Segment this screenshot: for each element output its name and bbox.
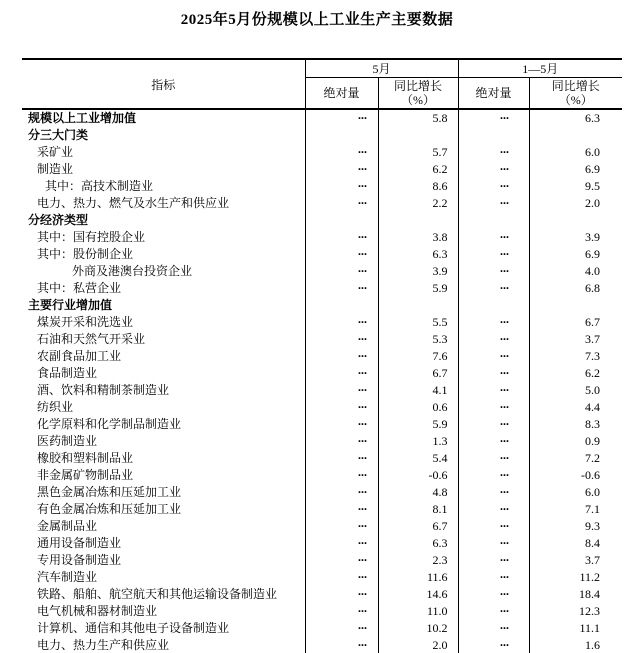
indicator-label: 纺织业 xyxy=(22,399,305,416)
header-yoy-may xyxy=(378,78,458,110)
indicator-label: 计算机、通信和其他电子设备制造业 xyxy=(22,620,305,637)
absolute-value-may-cell: ··· xyxy=(305,450,378,467)
table-body xyxy=(22,109,622,653)
table-row xyxy=(22,586,622,603)
yoy-growth-cum-cell: 9.3 xyxy=(585,519,601,533)
yoy-growth-may-cell: 11.6 xyxy=(378,569,458,586)
yoy-growth-cum-cell xyxy=(529,127,622,144)
indicator-label: 非金属矿物制品业 xyxy=(22,467,305,484)
absolute-value-may-cell: ··· xyxy=(305,620,378,637)
table-row xyxy=(22,535,622,552)
absolute-value-cum-cell xyxy=(458,127,529,144)
yoy-growth-may-cell: 2.2 xyxy=(378,195,458,212)
yoy-growth-may-cell xyxy=(378,297,458,314)
absolute-value-cum-cell: ··· xyxy=(458,518,529,535)
yoy-growth-may-cell: 6.2 xyxy=(378,161,458,178)
table-row xyxy=(22,348,622,365)
header-yoy-cum-line1: 同比增长 xyxy=(551,79,600,93)
table-row xyxy=(22,433,622,450)
table-row xyxy=(22,109,622,127)
header-group-jan-may: 1—5月 xyxy=(458,59,622,78)
absolute-value-cum-cell: ··· xyxy=(458,416,529,433)
yoy-growth-cum-cell: 3.7 xyxy=(585,553,601,567)
header-absolute-cum-label: 绝对量 xyxy=(475,86,512,100)
indicator-label: 其中：私营企业 xyxy=(22,280,305,297)
industrial-production-table xyxy=(22,58,622,653)
table-row xyxy=(22,161,622,178)
yoy-growth-may-cell: 1.3 xyxy=(378,433,458,450)
absolute-value-may-cell: ··· xyxy=(305,501,378,518)
yoy-growth-may-cell: 6.7 xyxy=(378,518,458,535)
indicator-label: 规模以上工业增加值 xyxy=(22,109,305,127)
absolute-value-cum-cell: ··· xyxy=(458,314,529,331)
absolute-value-may-cell: ··· xyxy=(305,144,378,161)
yoy-growth-may-cell xyxy=(378,127,458,144)
header-absolute-may xyxy=(305,78,378,110)
table-row xyxy=(22,195,622,212)
table-row xyxy=(22,484,622,501)
yoy-growth-may-cell: 10.2 xyxy=(378,620,458,637)
yoy-growth-cum-cell: 5.0 xyxy=(585,383,601,397)
indicator-label: 农副食品加工业 xyxy=(22,348,305,365)
absolute-value-cum-cell: ··· xyxy=(458,399,529,416)
absolute-value-may-cell xyxy=(305,297,378,314)
yoy-growth-may-cell: 6.3 xyxy=(378,535,458,552)
absolute-value-may-cell: ··· xyxy=(305,399,378,416)
yoy-growth-cum-cell: 11.1 xyxy=(579,621,601,635)
indicator-label: 采矿业 xyxy=(22,144,305,161)
yoy-growth-may-cell: 4.1 xyxy=(378,382,458,399)
absolute-value-cum-cell: ··· xyxy=(458,382,529,399)
table-row xyxy=(22,518,622,535)
indicator-label: 分三大门类 xyxy=(22,127,305,144)
header-yoy-may-line1: 同比增长 xyxy=(394,79,443,93)
yoy-growth-cum-cell: -0.6 xyxy=(581,468,601,482)
yoy-growth-may-cell: 8.6 xyxy=(378,178,458,195)
indicator-label: 电力、热力生产和供应业 xyxy=(22,637,305,653)
indicator-label: 分经济类型 xyxy=(22,212,305,229)
table-row xyxy=(22,450,622,467)
indicator-label: 酒、饮料和精制茶制造业 xyxy=(22,382,305,399)
indicator-label: 金属制品业 xyxy=(22,518,305,535)
absolute-value-cum-cell xyxy=(458,212,529,229)
absolute-value-may-cell: ··· xyxy=(305,518,378,535)
absolute-value-may-cell: ··· xyxy=(305,552,378,569)
absolute-value-may-cell: ··· xyxy=(305,161,378,178)
absolute-value-cum-cell: ··· xyxy=(458,365,529,382)
yoy-growth-cum-cell: 3.9 xyxy=(585,230,601,244)
yoy-growth-cum-cell: 6.7 xyxy=(585,315,601,329)
yoy-growth-may-cell: -0.6 xyxy=(378,467,458,484)
yoy-growth-may-cell: 2.3 xyxy=(378,552,458,569)
absolute-value-cum-cell: ··· xyxy=(458,535,529,552)
yoy-growth-may-cell xyxy=(378,212,458,229)
yoy-growth-cum-cell: 6.3 xyxy=(585,111,601,125)
absolute-value-cum-cell: ··· xyxy=(458,348,529,365)
table-row xyxy=(22,212,622,229)
header-indicator: 指标 xyxy=(22,59,305,109)
page-title: 2025年5月份规模以上工业生产主要数据 xyxy=(180,12,454,28)
absolute-value-may-cell: ··· xyxy=(305,109,378,127)
table-row xyxy=(22,382,622,399)
yoy-growth-may-cell: 3.9 xyxy=(378,263,458,280)
absolute-value-may-cell: ··· xyxy=(305,246,378,263)
absolute-value-cum-cell: ··· xyxy=(458,501,529,518)
absolute-value-may-cell: ··· xyxy=(305,365,378,382)
absolute-value-cum-cell: ··· xyxy=(458,195,529,212)
yoy-growth-cum-cell: 9.5 xyxy=(585,179,601,193)
yoy-growth-may-cell: 5.8 xyxy=(378,109,458,127)
yoy-growth-may-cell: 7.6 xyxy=(378,348,458,365)
table-row xyxy=(22,467,622,484)
absolute-value-cum-cell: ··· xyxy=(458,467,529,484)
header-absolute-cum xyxy=(458,78,529,110)
absolute-value-cum-cell: ··· xyxy=(458,620,529,637)
table-row xyxy=(22,280,622,297)
absolute-value-cum-cell: ··· xyxy=(458,603,529,620)
yoy-growth-may-cell: 14.6 xyxy=(378,586,458,603)
yoy-growth-cum-cell: 4.0 xyxy=(585,264,601,278)
yoy-growth-may-cell: 11.0 xyxy=(378,603,458,620)
indicator-label: 汽车制造业 xyxy=(22,569,305,586)
absolute-value-may-cell: ··· xyxy=(305,467,378,484)
yoy-growth-may-cell: 5.5 xyxy=(378,314,458,331)
absolute-value-may-cell: ··· xyxy=(305,280,378,297)
indicator-label: 有色金属冶炼和压延加工业 xyxy=(22,501,305,518)
indicator-label: 食品制造业 xyxy=(22,365,305,382)
indicator-label: 外商及港澳台投资企业 xyxy=(22,263,305,280)
indicator-label: 其中：国有控股企业 xyxy=(22,229,305,246)
yoy-growth-cum-cell: 8.3 xyxy=(585,417,601,431)
absolute-value-cum-cell: ··· xyxy=(458,280,529,297)
absolute-value-cum-cell: ··· xyxy=(458,450,529,467)
absolute-value-may-cell: ··· xyxy=(305,603,378,620)
table-header xyxy=(22,59,622,109)
table-row xyxy=(22,314,622,331)
absolute-value-may-cell: ··· xyxy=(305,331,378,348)
table-row xyxy=(22,416,622,433)
absolute-value-may-cell: ··· xyxy=(305,229,378,246)
absolute-value-may-cell: ··· xyxy=(305,535,378,552)
table-row xyxy=(22,365,622,382)
absolute-value-may-cell: ··· xyxy=(305,586,378,603)
yoy-growth-may-cell: 8.1 xyxy=(378,501,458,518)
yoy-growth-may-cell: 5.7 xyxy=(378,144,458,161)
yoy-growth-cum-cell: 7.3 xyxy=(585,349,601,363)
absolute-value-cum-cell: ··· xyxy=(458,109,529,127)
indicator-label: 制造业 xyxy=(22,161,305,178)
yoy-growth-may-cell: 6.3 xyxy=(378,246,458,263)
absolute-value-cum-cell: ··· xyxy=(458,144,529,161)
yoy-growth-may-cell: 5.9 xyxy=(378,416,458,433)
table-row xyxy=(22,246,622,263)
yoy-growth-cum-cell: 18.4 xyxy=(579,587,601,601)
table-row xyxy=(22,178,622,195)
indicator-label: 石油和天然气开采业 xyxy=(22,331,305,348)
yoy-growth-cum-cell xyxy=(529,297,622,314)
yoy-growth-may-cell: 3.8 xyxy=(378,229,458,246)
indicator-label: 铁路、船舶、航空航天和其他运输设备制造业 xyxy=(22,586,305,603)
absolute-value-may-cell xyxy=(305,212,378,229)
yoy-growth-cum-cell xyxy=(529,212,622,229)
table-row xyxy=(22,297,622,314)
yoy-growth-cum-cell: 3.7 xyxy=(585,332,601,346)
absolute-value-may-cell: ··· xyxy=(305,484,378,501)
absolute-value-cum-cell: ··· xyxy=(458,246,529,263)
absolute-value-may-cell: ··· xyxy=(305,382,378,399)
table-row xyxy=(22,501,622,518)
absolute-value-may-cell: ··· xyxy=(305,178,378,195)
table-row xyxy=(22,399,622,416)
indicator-label: 其中：高技术制造业 xyxy=(22,178,305,195)
absolute-value-may-cell: ··· xyxy=(305,433,378,450)
absolute-value-may-cell: ··· xyxy=(305,569,378,586)
absolute-value-may-cell: ··· xyxy=(305,416,378,433)
absolute-value-cum-cell: ··· xyxy=(458,552,529,569)
absolute-value-cum-cell: ··· xyxy=(458,586,529,603)
indicator-label: 电力、热力、燃气及水生产和供应业 xyxy=(22,195,305,212)
yoy-growth-cum-cell: 12.3 xyxy=(579,604,601,618)
table-row xyxy=(22,552,622,569)
absolute-value-cum-cell: ··· xyxy=(458,263,529,280)
absolute-value-may-cell: ··· xyxy=(305,263,378,280)
header-absolute-may-label: 绝对量 xyxy=(323,86,360,100)
absolute-value-may-cell xyxy=(305,127,378,144)
indicator-label: 其中：股份制企业 xyxy=(22,246,305,263)
yoy-growth-cum-cell: 2.0 xyxy=(585,196,601,210)
yoy-growth-may-cell: 2.0 xyxy=(378,637,458,653)
yoy-growth-cum-cell: 6.0 xyxy=(585,485,601,499)
yoy-growth-cum-cell: 6.9 xyxy=(585,162,601,176)
absolute-value-cum-cell: ··· xyxy=(458,433,529,450)
absolute-value-may-cell: ··· xyxy=(305,314,378,331)
table-row xyxy=(22,331,622,348)
table-row xyxy=(22,127,622,144)
yoy-growth-cum-cell: 1.6 xyxy=(585,638,601,652)
indicator-label: 橡胶和塑料制品业 xyxy=(22,450,305,467)
absolute-value-cum-cell: ··· xyxy=(458,229,529,246)
header-yoy-cum-line2: （%） xyxy=(558,93,593,107)
yoy-growth-cum-cell: 6.2 xyxy=(585,366,601,380)
yoy-growth-cum-cell: 8.4 xyxy=(585,536,601,550)
absolute-value-may-cell: ··· xyxy=(305,637,378,653)
yoy-growth-cum-cell: 7.1 xyxy=(585,502,601,516)
header-row-groups xyxy=(22,59,622,78)
indicator-label: 专用设备制造业 xyxy=(22,552,305,569)
indicator-label: 煤炭开采和洗选业 xyxy=(22,314,305,331)
yoy-growth-may-cell: 5.3 xyxy=(378,331,458,348)
yoy-growth-cum-cell: 11.2 xyxy=(579,570,601,584)
absolute-value-cum-cell: ··· xyxy=(458,178,529,195)
yoy-growth-cum-cell: 7.2 xyxy=(585,451,601,465)
absolute-value-may-cell: ··· xyxy=(305,348,378,365)
absolute-value-cum-cell: ··· xyxy=(458,637,529,653)
yoy-growth-may-cell: 5.4 xyxy=(378,450,458,467)
absolute-value-cum-cell xyxy=(458,297,529,314)
absolute-value-may-cell: ··· xyxy=(305,195,378,212)
yoy-growth-cum-cell: 6.8 xyxy=(585,281,601,295)
table-row xyxy=(22,569,622,586)
absolute-value-cum-cell: ··· xyxy=(458,484,529,501)
header-yoy-cum xyxy=(529,78,622,110)
absolute-value-cum-cell: ··· xyxy=(458,569,529,586)
table-row xyxy=(22,229,622,246)
header-yoy-may-line2: （%） xyxy=(401,93,435,107)
yoy-growth-may-cell: 6.7 xyxy=(378,365,458,382)
absolute-value-cum-cell: ··· xyxy=(458,161,529,178)
yoy-growth-cum-cell: 6.9 xyxy=(585,247,601,261)
header-group-may: 5月 xyxy=(305,59,458,78)
yoy-growth-may-cell: 0.6 xyxy=(378,399,458,416)
table-row xyxy=(22,620,622,637)
table-row xyxy=(22,144,622,161)
yoy-growth-cum-cell: 0.9 xyxy=(585,434,601,448)
yoy-growth-may-cell: 5.9 xyxy=(378,280,458,297)
table-row xyxy=(22,603,622,620)
yoy-growth-cum-cell: 4.4 xyxy=(585,400,601,414)
yoy-growth-may-cell: 4.8 xyxy=(378,484,458,501)
indicator-label: 黑色金属冶炼和压延加工业 xyxy=(22,484,305,501)
yoy-growth-cum-cell: 6.0 xyxy=(585,145,601,159)
indicator-label: 电气机械和器材制造业 xyxy=(22,603,305,620)
table-row xyxy=(22,637,622,653)
indicator-label: 通用设备制造业 xyxy=(22,535,305,552)
indicator-label: 化学原料和化学制品制造业 xyxy=(22,416,305,433)
indicator-label: 主要行业增加值 xyxy=(22,297,305,314)
indicator-label: 医药制造业 xyxy=(22,433,305,450)
absolute-value-cum-cell: ··· xyxy=(458,331,529,348)
table-row xyxy=(22,263,622,280)
